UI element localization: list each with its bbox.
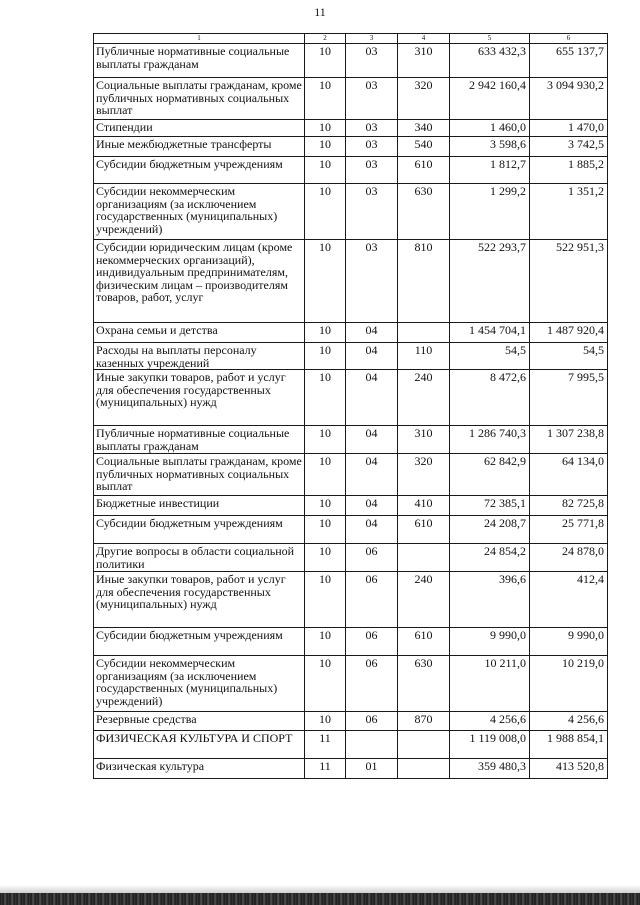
column-number: 1 — [94, 34, 305, 44]
row-amount-year1: 24 854,2 — [450, 544, 530, 572]
row-subsection: 06 — [346, 712, 398, 731]
row-expense-type: 320 — [398, 78, 450, 120]
row-amount-year2: 10 219,0 — [530, 656, 608, 712]
row-amount-year1: 633 432,3 — [450, 44, 530, 78]
row-section: 10 — [305, 628, 346, 656]
row-section: 10 — [305, 137, 346, 157]
row-name: Физическая культура — [94, 759, 305, 779]
table-row — [94, 78, 608, 120]
column-number-row — [94, 34, 608, 44]
column-number: 6 — [530, 34, 608, 44]
row-name: Субсидии бюджетным учреждениям — [94, 157, 305, 184]
row-name: Субсидии бюджетным учреждениям — [94, 516, 305, 544]
row-section: 10 — [305, 516, 346, 544]
row-section: 10 — [305, 120, 346, 137]
row-expense-type: 340 — [398, 120, 450, 137]
row-amount-year2: 3 742,5 — [530, 137, 608, 157]
row-amount-year1: 3 598,6 — [450, 137, 530, 157]
row-subsection: 06 — [346, 544, 398, 572]
row-name: Публичные нормативные социальные выплаты гражданам — [94, 44, 305, 78]
scan-shadow — [0, 885, 640, 893]
row-amount-year1: 4 256,6 — [450, 712, 530, 731]
row-subsection: 06 — [346, 572, 398, 628]
row-section: 11 — [305, 759, 346, 779]
table-row — [94, 120, 608, 137]
row-expense-type: 630 — [398, 184, 450, 240]
row-expense-type: 310 — [398, 426, 450, 454]
row-expense-type — [398, 544, 450, 572]
table-row — [94, 343, 608, 370]
row-amount-year2: 3 094 930,2 — [530, 78, 608, 120]
row-expense-type: 610 — [398, 157, 450, 184]
row-amount-year2: 9 990,0 — [530, 628, 608, 656]
row-subsection: 04 — [346, 323, 398, 343]
row-amount-year1: 522 293,7 — [450, 240, 530, 323]
row-section: 11 — [305, 731, 346, 759]
row-subsection: 03 — [346, 78, 398, 120]
row-expense-type: 540 — [398, 137, 450, 157]
row-section: 10 — [305, 426, 346, 454]
row-name: Социальные выплаты гражданам, кроме публичных нормативных социальных выплат — [94, 78, 305, 120]
row-subsection: 03 — [346, 184, 398, 240]
table-row — [94, 370, 608, 426]
row-amount-year1: 1 286 740,3 — [450, 426, 530, 454]
row-expense-type: 610 — [398, 516, 450, 544]
row-expense-type: 610 — [398, 628, 450, 656]
table-row — [94, 157, 608, 184]
column-number: 4 — [398, 34, 450, 44]
table-row — [94, 323, 608, 343]
row-name: Стипендии — [94, 120, 305, 137]
row-expense-type: 870 — [398, 712, 450, 731]
row-subsection: 04 — [346, 516, 398, 544]
row-expense-type: 110 — [398, 343, 450, 370]
row-subsection: 06 — [346, 656, 398, 712]
table-row — [94, 628, 608, 656]
row-amount-year2: 1 487 920,4 — [530, 323, 608, 343]
row-amount-year2: 1 885,2 — [530, 157, 608, 184]
table-row — [94, 426, 608, 454]
row-amount-year2: 522 951,3 — [530, 240, 608, 323]
row-amount-year2: 1 988 854,1 — [530, 731, 608, 759]
row-section: 10 — [305, 78, 346, 120]
row-amount-year1: 72 385,1 — [450, 496, 530, 516]
row-amount-year2: 412,4 — [530, 572, 608, 628]
column-number: 2 — [305, 34, 346, 44]
row-expense-type: 630 — [398, 656, 450, 712]
table-row — [94, 44, 608, 78]
row-name: Иные закупки товаров, работ и услуг для обеспечения государственных (муниципальных) нужд — [94, 370, 305, 426]
row-amount-year2: 655 137,7 — [530, 44, 608, 78]
row-amount-year2: 82 725,8 — [530, 496, 608, 516]
row-section: 10 — [305, 44, 346, 78]
row-amount-year1: 396,6 — [450, 572, 530, 628]
row-amount-year1: 359 480,3 — [450, 759, 530, 779]
row-section: 10 — [305, 572, 346, 628]
table-body — [94, 44, 608, 779]
table-row — [94, 544, 608, 572]
row-expense-type: 310 — [398, 44, 450, 78]
row-subsection: 03 — [346, 120, 398, 137]
row-name: Публичные нормативные социальные выплаты гражданам — [94, 426, 305, 454]
row-amount-year1: 54,5 — [450, 343, 530, 370]
row-section: 10 — [305, 656, 346, 712]
row-section: 10 — [305, 712, 346, 731]
row-subsection: 03 — [346, 137, 398, 157]
scan-edge — [0, 893, 640, 905]
page-number: 11 — [314, 5, 326, 19]
row-subsection: 04 — [346, 496, 398, 516]
row-subsection: 03 — [346, 240, 398, 323]
row-amount-year2: 1 470,0 — [530, 120, 608, 137]
row-amount-year1: 62 842,9 — [450, 454, 530, 496]
row-section: 10 — [305, 184, 346, 240]
row-name: Расходы на выплаты персоналу казенных учреждений — [94, 343, 305, 370]
row-amount-year2: 54,5 — [530, 343, 608, 370]
table-row — [94, 572, 608, 628]
row-subsection: 04 — [346, 370, 398, 426]
table-row — [94, 240, 608, 323]
table-row — [94, 656, 608, 712]
row-amount-year1: 2 942 160,4 — [450, 78, 530, 120]
row-name: Субсидии некоммерческим организациям (за исключением государственных (муниципальных) учреждений) — [94, 656, 305, 712]
row-section: 10 — [305, 157, 346, 184]
table-row — [94, 759, 608, 779]
row-section: 10 — [305, 544, 346, 572]
row-name: Бюджетные инвестиции — [94, 496, 305, 516]
row-name: Иные закупки товаров, работ и услуг для обеспечения государственных (муниципальных) нужд — [94, 572, 305, 628]
table-row — [94, 184, 608, 240]
row-amount-year2: 7 995,5 — [530, 370, 608, 426]
row-name: Другие вопросы в области социальной политики — [94, 544, 305, 572]
row-expense-type — [398, 759, 450, 779]
column-number: 5 — [450, 34, 530, 44]
budget-table — [93, 33, 608, 779]
row-amount-year2: 24 878,0 — [530, 544, 608, 572]
table-row — [94, 137, 608, 157]
row-amount-year2: 25 771,8 — [530, 516, 608, 544]
row-subsection: 04 — [346, 343, 398, 370]
row-amount-year1: 10 211,0 — [450, 656, 530, 712]
row-section: 10 — [305, 323, 346, 343]
row-name: ФИЗИЧЕСКАЯ КУЛЬТУРА И СПОРТ — [94, 731, 305, 759]
row-section: 10 — [305, 240, 346, 323]
row-name: Субсидии некоммерческим организациям (за исключением государственных (муниципальных) учреждений) — [94, 184, 305, 240]
row-subsection: 04 — [346, 426, 398, 454]
row-name: Социальные выплаты гражданам, кроме публичных нормативных социальных выплат — [94, 454, 305, 496]
row-expense-type: 320 — [398, 454, 450, 496]
row-name: Охрана семьи и детства — [94, 323, 305, 343]
row-amount-year1: 24 208,7 — [450, 516, 530, 544]
row-expense-type — [398, 731, 450, 759]
row-amount-year1: 1 119 008,0 — [450, 731, 530, 759]
row-amount-year1: 9 990,0 — [450, 628, 530, 656]
row-expense-type — [398, 323, 450, 343]
row-amount-year1: 1 812,7 — [450, 157, 530, 184]
row-amount-year2: 413 520,8 — [530, 759, 608, 779]
row-section: 10 — [305, 370, 346, 426]
row-amount-year1: 8 472,6 — [450, 370, 530, 426]
row-section: 10 — [305, 454, 346, 496]
row-amount-year2: 1 351,2 — [530, 184, 608, 240]
table-row — [94, 516, 608, 544]
row-subsection: 03 — [346, 44, 398, 78]
table-row — [94, 712, 608, 731]
row-subsection: 03 — [346, 157, 398, 184]
row-amount-year1: 1 299,2 — [450, 184, 530, 240]
row-expense-type: 410 — [398, 496, 450, 516]
row-name: Иные межбюджетные трансферты — [94, 137, 305, 157]
row-name: Резервные средства — [94, 712, 305, 731]
row-amount-year2: 1 307 238,8 — [530, 426, 608, 454]
row-name: Субсидии бюджетным учреждениям — [94, 628, 305, 656]
row-expense-type: 240 — [398, 370, 450, 426]
table-row — [94, 731, 608, 759]
row-amount-year1: 1 460,0 — [450, 120, 530, 137]
row-expense-type: 810 — [398, 240, 450, 323]
column-number: 3 — [346, 34, 398, 44]
row-amount-year1: 1 454 704,1 — [450, 323, 530, 343]
row-subsection: 04 — [346, 454, 398, 496]
row-subsection: 01 — [346, 759, 398, 779]
row-section: 10 — [305, 343, 346, 370]
row-expense-type: 240 — [398, 572, 450, 628]
table-row — [94, 496, 608, 516]
table-row — [94, 454, 608, 496]
row-amount-year2: 64 134,0 — [530, 454, 608, 496]
row-subsection: 06 — [346, 628, 398, 656]
row-subsection — [346, 731, 398, 759]
row-amount-year2: 4 256,6 — [530, 712, 608, 731]
row-section: 10 — [305, 496, 346, 516]
row-name: Субсидии юридическим лицам (кроме некоммерческих организаций), индивидуальным предпринимателям, физическим лицам – производителям товаров, работ, услуг — [94, 240, 305, 323]
